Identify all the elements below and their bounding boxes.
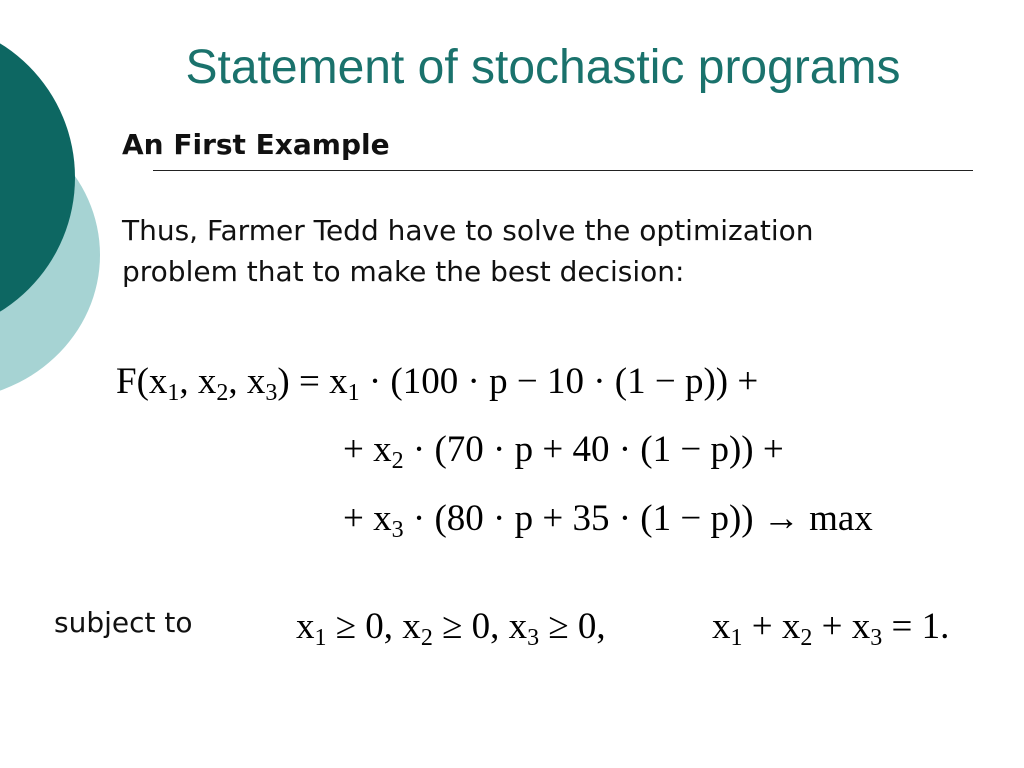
equation-line-2: + $x_2 \cdot (70 \cdot p + 40 \cdot (1 - p))$ +: [343, 429, 784, 474]
nonnegativity-constraints: $x_1 \ge 0$, $x_2 \ge 0$, $x_3 \ge 0$,: [296, 606, 606, 651]
body-text: Thus, Farmer Tedd have to solve the optimization problem that to make the best decision:: [122, 214, 814, 288]
subject-to-label: subject to: [54, 606, 193, 639]
slide-subtitle: An First Example: [122, 128, 390, 161]
equation-line-1: $F(x_1$, $x_2$, $x_3) = x_1 \cdot (100 \cdot p - 10 \cdot (1 - p))$ +: [116, 361, 759, 406]
sum-constraint: $x_1 + x_2 + x_3 = 1$.: [712, 606, 950, 651]
slide-title: Statement of stochastic programs: [185, 41, 901, 94]
subtitle-rule: [153, 170, 973, 171]
equation-line-3: + $x_3 \cdot (80 \cdot p + 35 \cdot (1 - p)) \to \max$: [343, 498, 873, 543]
